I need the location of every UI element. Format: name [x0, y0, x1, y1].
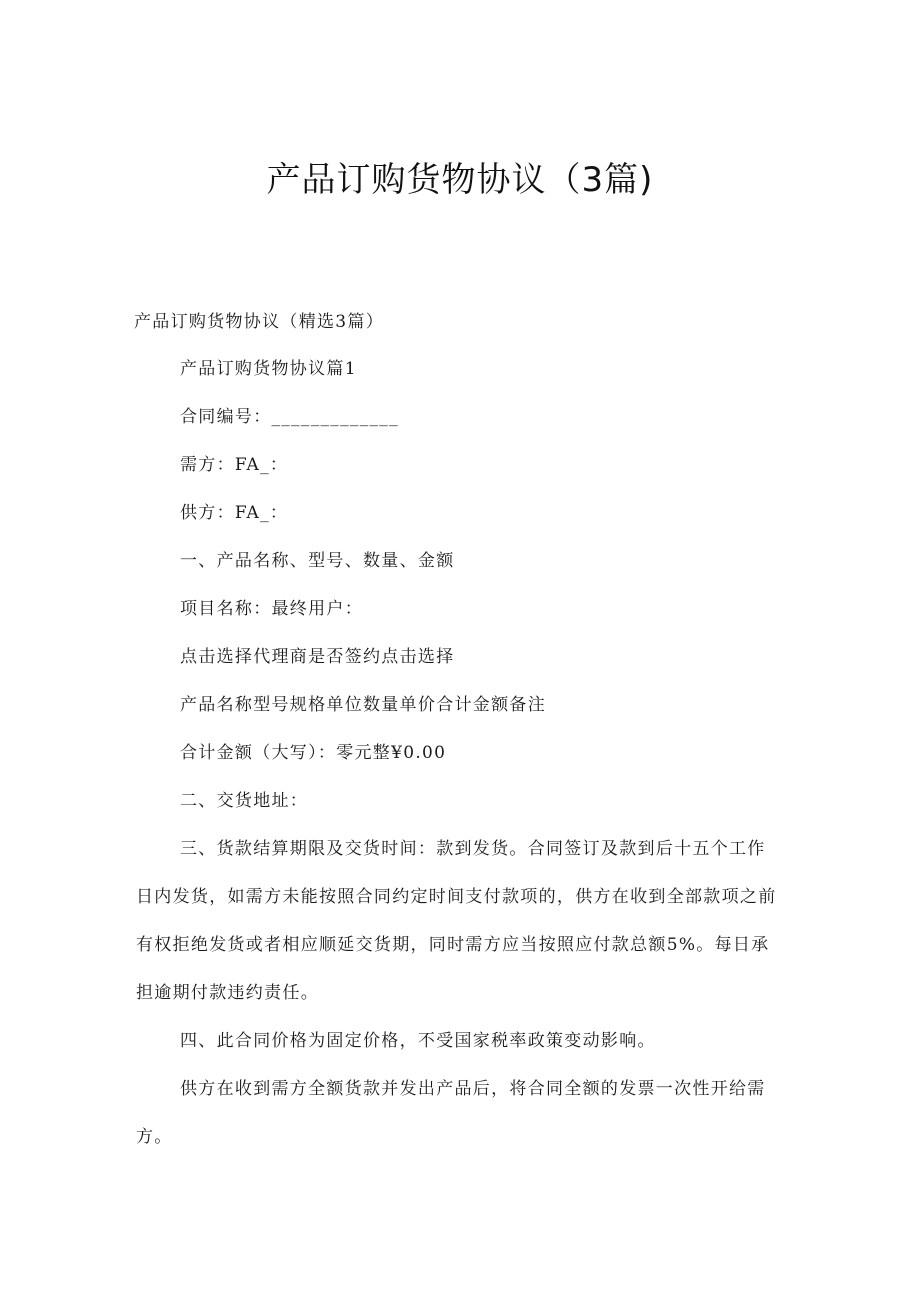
- agent-select-line: 点击选择代理商是否签约点击选择: [180, 647, 455, 667]
- product-table-header: 产品名称型号规格单位数量单价合计金额备注: [180, 695, 546, 715]
- section-heading: 产品订购货物协议篇1: [180, 359, 357, 379]
- document-subtitle: 产品订购货物协议（精选3篇）: [134, 312, 385, 332]
- buyer-line: 需方：FA_：: [180, 455, 289, 475]
- clause-3-line-4: 担逾期付款违约责任。: [136, 983, 319, 1003]
- clause-3-line-2: 日内发货，如需方未能按照合同约定时间支付款项的，供方在收到全部款项之前: [136, 887, 777, 907]
- contract-number: 合同编号：_____________: [180, 407, 399, 427]
- clause-5-line-1: 供方在收到需方全额货款并发出产品后，将合同全额的发票一次性开给需: [180, 1079, 766, 1099]
- clause-5-line-2: 方。: [136, 1127, 173, 1147]
- clause-4-line: 四、此合同价格为固定价格，不受国家税率政策变动影响。: [180, 1031, 656, 1051]
- total-amount-line: 合计金额（大写）：零元整¥0.00: [180, 743, 447, 763]
- clause-1-heading: 一、产品名称、型号、数量、金额: [180, 551, 455, 571]
- clause-3-line-3: 有权拒绝发货或者相应顺延交货期，同时需方应当按照应付款总额5%。每日承: [136, 935, 770, 955]
- supplier-line: 供方：FA_：: [180, 503, 289, 523]
- clause-3-line-1: 三、货款结算期限及交货时间：款到发货。合同签订及款到后十五个工作: [180, 839, 766, 859]
- clause-2-delivery-address: 二、交货地址：: [180, 791, 309, 811]
- project-name-line: 项目名称：最终用户：: [180, 599, 363, 619]
- document-title: 产品订购货物协议（3篇): [266, 160, 654, 200]
